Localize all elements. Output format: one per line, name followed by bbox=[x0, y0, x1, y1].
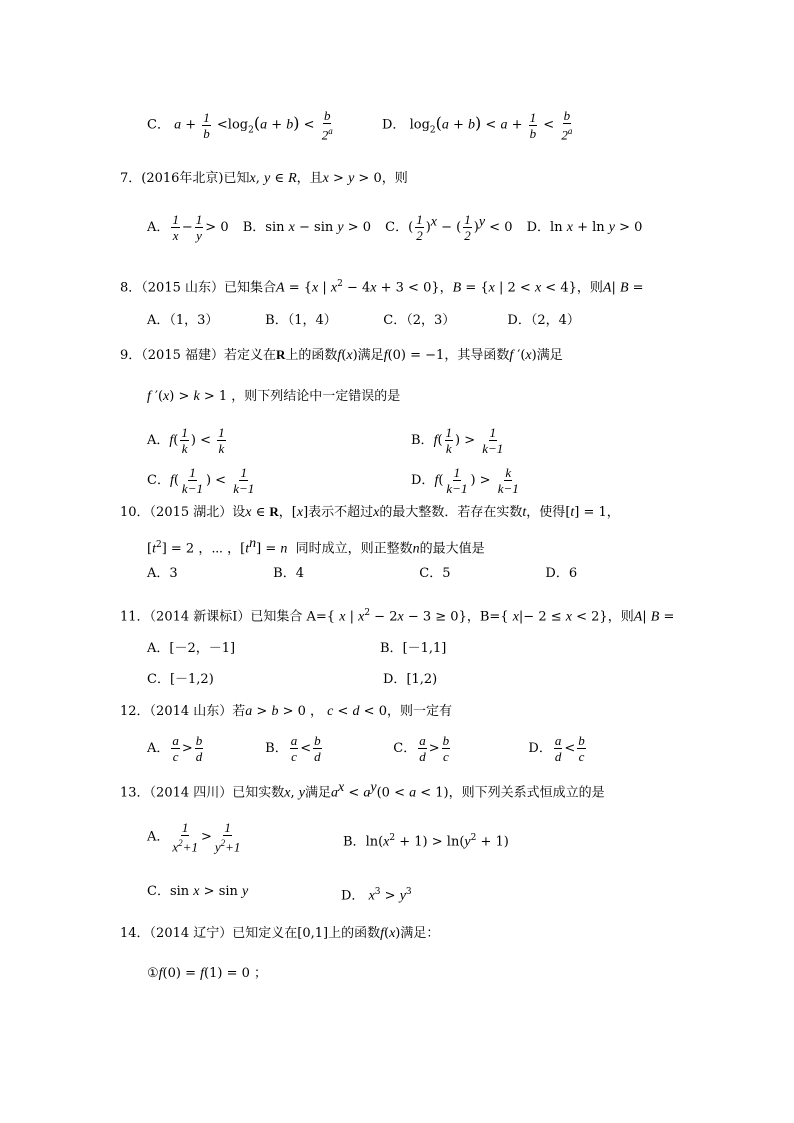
question-10-options bbox=[147, 565, 577, 583]
question-12-options bbox=[147, 733, 588, 764]
question-14-stem: 14．（2014 辽宁）已知定义在[0,1]上的函数f(x)满足： bbox=[120, 926, 440, 941]
option-c: C． $\frac{a}{d}$ > $\frac{b}{c}$ bbox=[393, 733, 450, 764]
question-9-option-a: A．f( $\frac{1}{k}$ ) < $\frac{1}{k}$ bbox=[147, 425, 225, 456]
prev-option-c: C． a + $\frac{1}{b}$ $<\log_2(a + b)$ < $\frac{b}{2^a}$ bbox=[147, 108, 333, 143]
question-10-stem: 10．（2015 湖北）设x ∈ R，[x]表示不超过x的最大整数．若存在实数t，使得[t] = 1， bbox=[120, 504, 620, 520]
question-7-stem: 7．(2016年北京)已知x, y ∈ R，且x > y > 0，则 bbox=[120, 171, 408, 186]
question-11-option-c: C．[－1,2) bbox=[147, 672, 214, 687]
question-10-line2: $[t^2] = 2$ ，⋯ ，$[t^n] = n$ 同时成立，则正整数n的最大值是 bbox=[147, 536, 485, 557]
option-d: D．6 bbox=[545, 566, 578, 581]
question-9-stem: 9．（2015 福建）若定义在R上的函数f(x)满足f(0) = −1，其导函数f ′(x)满足 bbox=[120, 347, 563, 363]
question-8-stem: 8．（2015 山东）已知集合A = {x | $x^2 - 4x + 3 < 0$}，B = {x | 2 < x < 4}，则A| B = bbox=[120, 279, 644, 296]
option-d: D． $\frac{a}{d}$ < $\frac{b}{c}$ bbox=[528, 733, 585, 764]
option-c: C．( $\frac{1}{2}$ )$^x$ − ( $\frac{1}{2}$ )$^y$ < 0 bbox=[385, 212, 513, 243]
question-14-condition-1: ①f(0) = f(1) = 0 ； bbox=[147, 966, 267, 981]
question-11-option-d: D．[1,2) bbox=[383, 672, 438, 687]
option-c: C．（2，3） bbox=[383, 313, 456, 328]
question-13-option-a: A． $\frac{1}{x^2+1}$ > $\frac{1}{y^2+1}$ bbox=[147, 820, 241, 855]
option-b: B．4 bbox=[273, 566, 304, 581]
option-a: A． $\frac{a}{c}$ > $\frac{b}{d}$ bbox=[147, 733, 203, 764]
option-label: D． bbox=[382, 117, 406, 133]
option-c: C．5 bbox=[419, 566, 451, 581]
question-13-stem: 13．（2014 四川）已知实数x, y满足$a^x < a^y(0 < a < 1)$，则下列关系式恒成立的是 bbox=[120, 780, 605, 801]
question-12-stem: 12．（2014 山东）若a > b > 0 ， c < d < 0，则一定有 bbox=[120, 704, 452, 719]
prev-option-d: D． $\log_2(a + b) < a$ + $\frac{1}{b}$ < $\frac{b}{2^a}$ bbox=[382, 108, 573, 143]
question-13-option-d: D． $x^3 > y^3$ bbox=[341, 887, 412, 904]
question-13-option-c: C．sin x > sin y bbox=[147, 884, 249, 899]
question-9-line2: f ′(x) > k > 1 ，则下列结论中一定错误的是 bbox=[147, 389, 401, 404]
question-11-option-b: B．[－1,1] bbox=[380, 641, 447, 656]
option-a: A．3 bbox=[147, 566, 178, 581]
option-a: A．（1，3） bbox=[147, 313, 219, 328]
option-d: D．ln x + ln y > 0 bbox=[526, 220, 643, 235]
option-label: C． bbox=[147, 117, 170, 133]
question-13-option-b: B．$\ln(x^2 + 1) > \ln(y^2 + 1)$ bbox=[343, 833, 509, 850]
question-9-option-b: B．f( $\frac{1}{k}$ ) > $\frac{1}{k-1}$ bbox=[411, 425, 504, 456]
option-a: A． $\frac{1}{x}$ − $\frac{1}{y}$ > 0 bbox=[147, 212, 229, 243]
question-8-options bbox=[147, 312, 580, 330]
question-9-option-c: C．f( $\frac{1}{k-1}$ ) < $\frac{1}{k-1}$ bbox=[147, 465, 255, 496]
option-b: B．（1，4） bbox=[265, 313, 337, 328]
question-7-options bbox=[147, 212, 642, 243]
option-b: B． $\frac{a}{c}$ < $\frac{b}{d}$ bbox=[265, 733, 321, 764]
question-9-option-d: D．f( $\frac{1}{k-1}$ ) > $\frac{k}{k-1}$ bbox=[411, 465, 519, 496]
question-11-stem: 11．（2014 新课标Ⅰ）已知集合 A={ x | $x^2 - 2x - 3 \ge 0$}，B={ x|− 2 ≤ x < 2}，则A| B = bbox=[120, 608, 675, 625]
question-11-option-a: A．[－2，－1] bbox=[147, 641, 236, 656]
option-d: D．（2，4） bbox=[507, 313, 580, 328]
option-b: B．sin x − sin y > 0 bbox=[242, 220, 372, 235]
